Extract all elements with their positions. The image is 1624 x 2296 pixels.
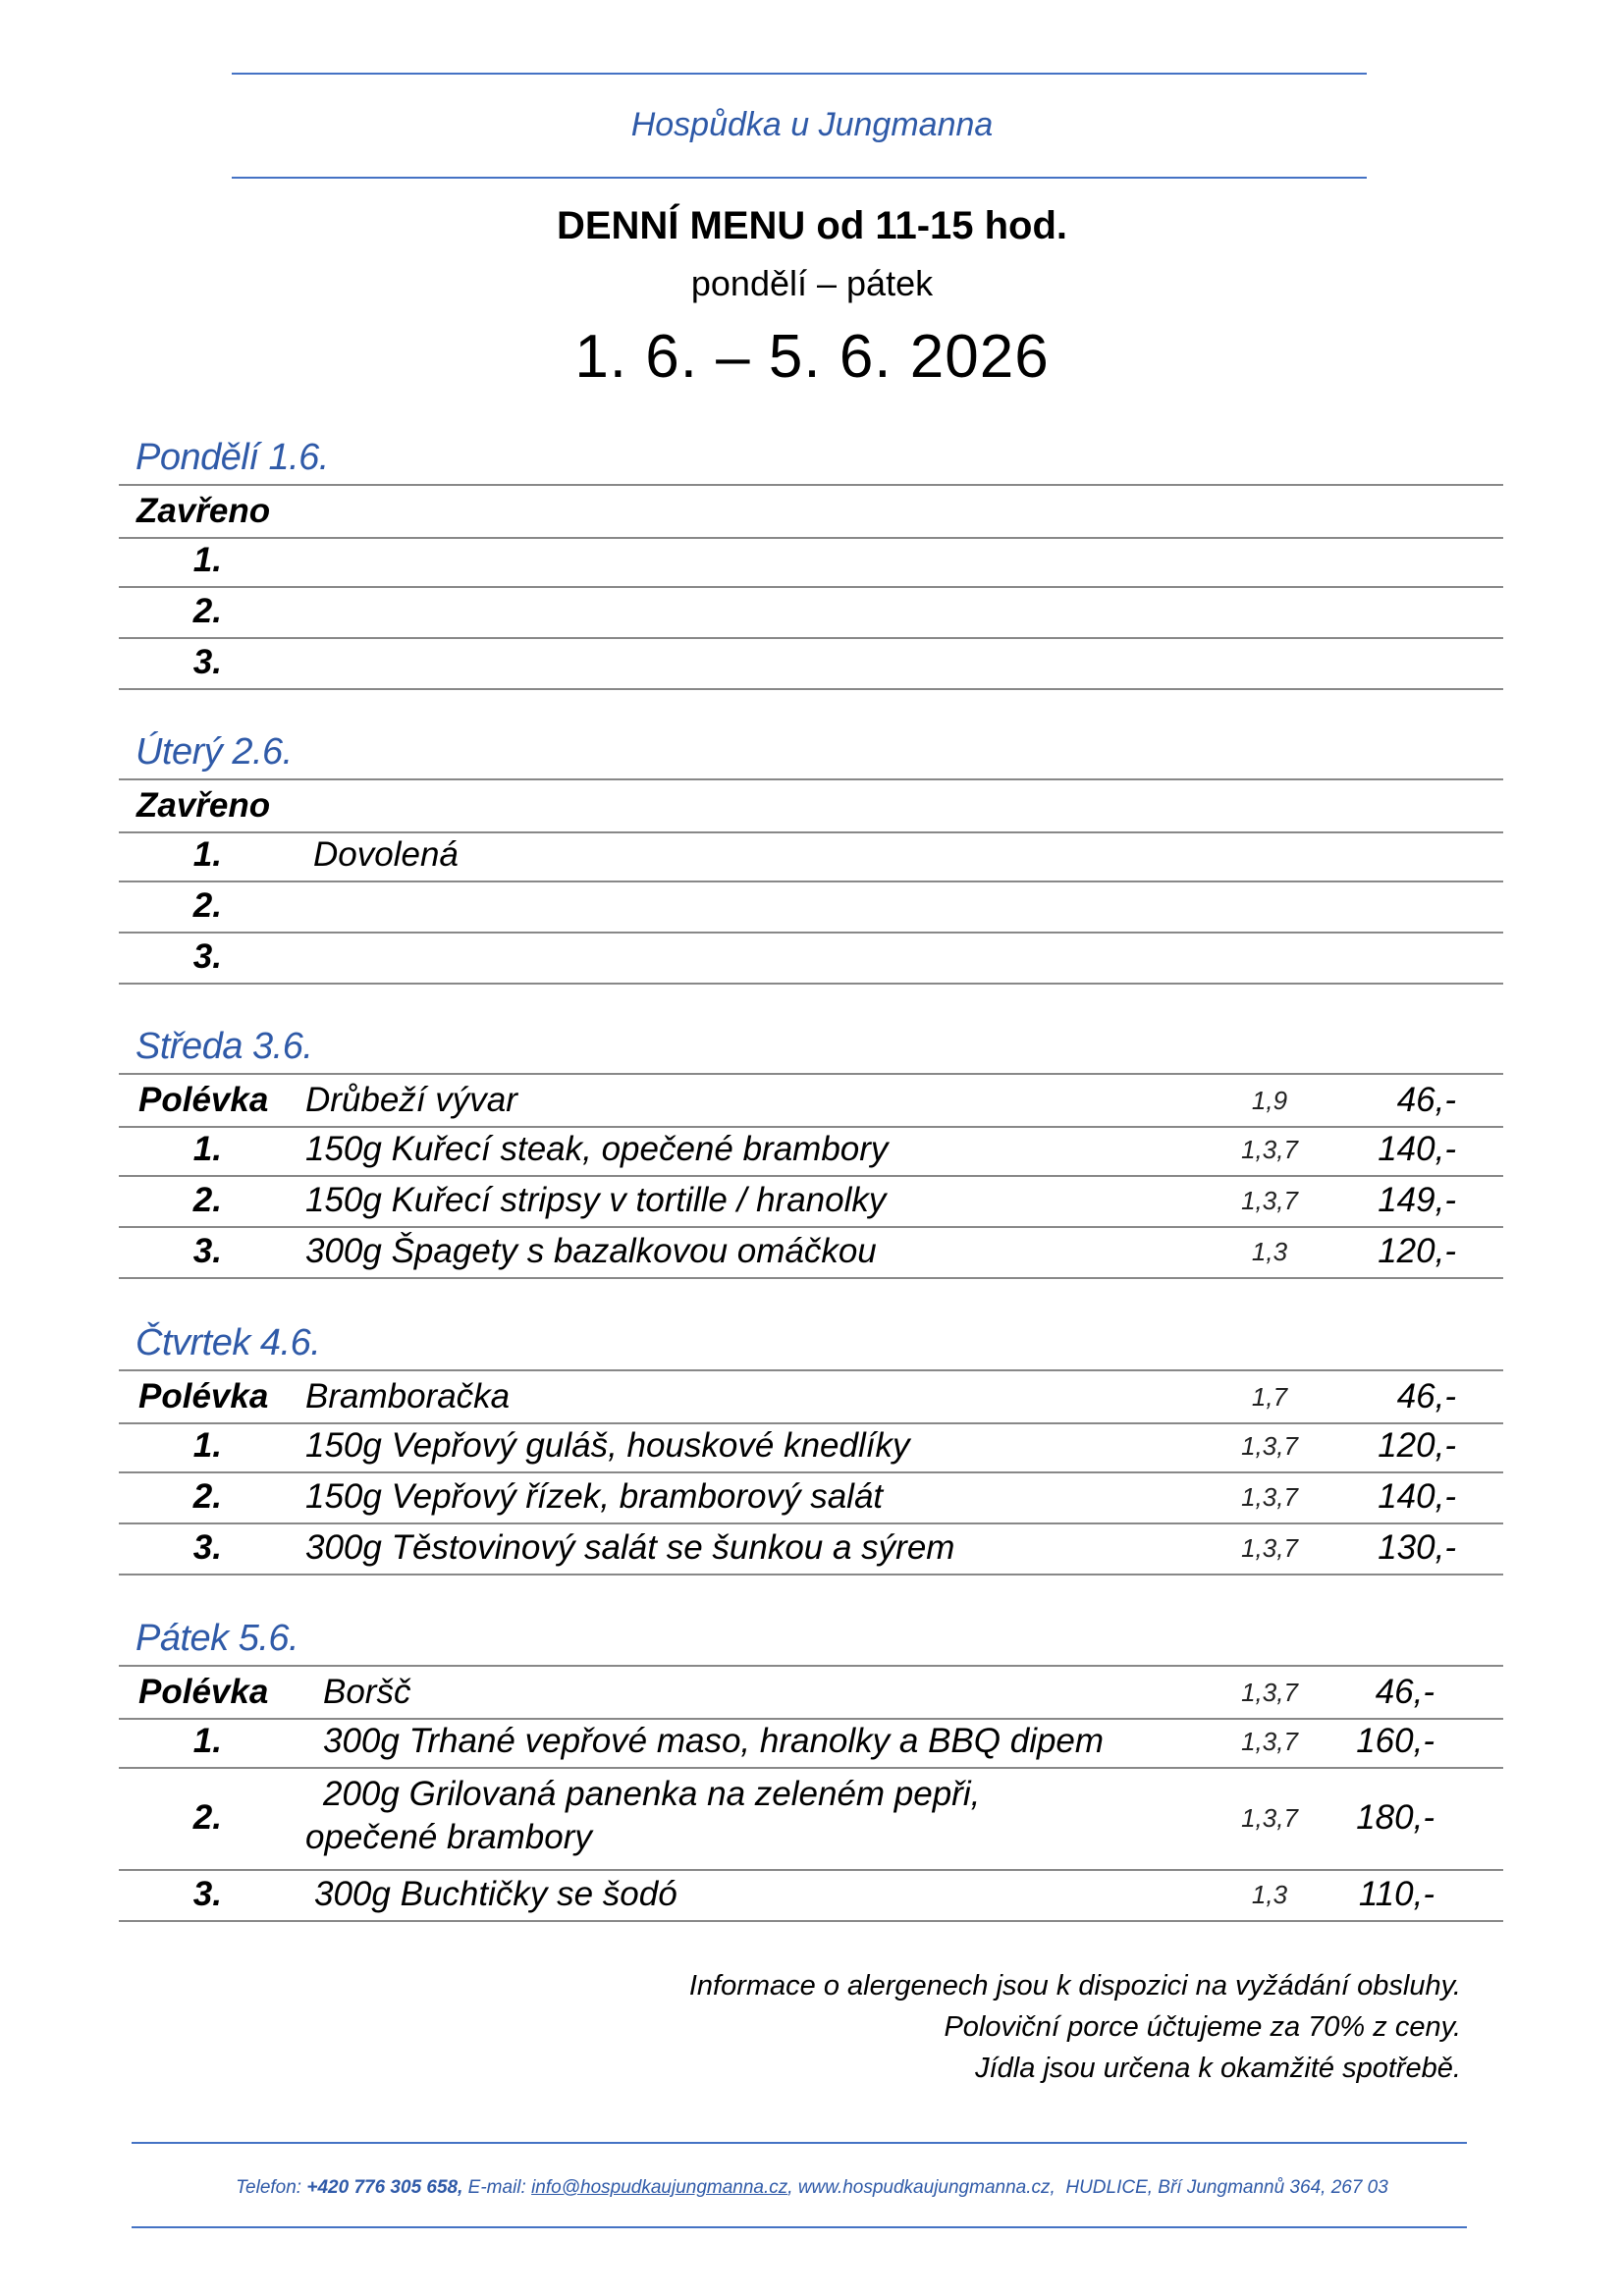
dish-line-1: 200g Grilovaná panenka na zeleném pepři, [323, 1775, 981, 1813]
price: 140,- [1378, 1130, 1456, 1168]
row-label: 2. [192, 592, 222, 630]
dish-name: 300g Těstovinový salát se šunkou a sýrem [305, 1528, 955, 1567]
footer-bottom-rule [132, 2226, 1467, 2228]
restaurant-name: Hospůdka u Jungmanna [630, 106, 994, 143]
row-label: Zavřeno [136, 786, 271, 825]
price: 149,- [1378, 1181, 1456, 1219]
dish-name: 150g Vepřový guláš, houskové knedlíky [305, 1426, 910, 1465]
menu-title: DENNÍ MENU od 11-15 hod. [556, 204, 1068, 247]
half-portion-note: Poloviční porce účtujeme za 70% z ceny. [944, 2011, 1461, 2043]
menu-row [119, 1471, 1503, 1524]
address: HUDLICE, Bří Jungmannů 364, 267 03 [1065, 2177, 1388, 2198]
allergens: 1,3,7 [1241, 1677, 1298, 1707]
allergens: 1,3,7 [1241, 1134, 1298, 1164]
email-label: E-mail: [467, 2177, 526, 2198]
row-label: Polévka [138, 1673, 269, 1711]
menu-row [119, 1716, 1503, 1769]
menu-row [119, 1226, 1503, 1279]
row-label: 2. [192, 1798, 222, 1837]
footer-contact: Telefon: +420 776 305 658, E-mail: info@hospudkaujungmanna.cz, www.hospudkaujungmanna.cz, HUDLICE, Bří Jungmannů 364, 267 03 [236, 2177, 1388, 2198]
row-label: Polévka [138, 1081, 269, 1119]
price [1260, 535, 1456, 586]
allergens: 1,3,7 [1241, 1532, 1298, 1563]
date-range: 1. 6. – 5. 6. 2026 [574, 323, 1050, 391]
menu-row [119, 1073, 1503, 1128]
dish-name: Dovolená [313, 835, 459, 874]
menu-row [119, 1175, 1503, 1228]
price [1260, 586, 1456, 637]
menu-row [119, 1665, 1503, 1720]
row-label: 1. [192, 541, 222, 579]
dish-line-2: opečené brambory [305, 1818, 592, 1856]
row-label: 3. [192, 1875, 222, 1913]
header-top-rule [232, 73, 1367, 75]
price [1260, 780, 1456, 831]
price [1260, 881, 1456, 932]
dish-name: 300g Trhané vepřové maso, hranolky a BBQ dipem [323, 1722, 1105, 1760]
menu-row [119, 932, 1503, 985]
menu-row [119, 535, 1503, 588]
dish-name: 150g Kuřecí steak, opečené brambory [305, 1130, 889, 1168]
menu-row [119, 829, 1503, 882]
row-label: 2. [192, 1477, 222, 1516]
menu-row [119, 484, 1503, 539]
row-label: 2. [192, 1181, 222, 1219]
price: 46,- [1396, 1377, 1456, 1415]
menu-row [119, 1869, 1503, 1922]
row-label: 1. [192, 1130, 222, 1168]
day-heading: Pondělí 1.6. [135, 437, 329, 478]
price: 46,- [1396, 1081, 1456, 1119]
row-label: Zavřeno [136, 492, 271, 530]
allergens: 1,7 [1251, 1381, 1288, 1412]
allergens: 1,3,7 [1241, 1481, 1298, 1512]
allergens: 1,3,7 [1241, 1185, 1298, 1215]
consumption-note: Jídla jsou určena k okamžité spotřebě. [975, 2053, 1461, 2084]
allergens: 1,3 [1251, 1236, 1288, 1266]
website-link[interactable]: www.hospudkaujungmanna.cz [797, 2177, 1051, 2198]
row-label: 3. [192, 1528, 222, 1567]
row-label: 3. [192, 937, 222, 976]
row-label: 2. [192, 886, 222, 925]
row-label: Polévka [138, 1377, 269, 1415]
dish-name: 300g Špagety s bazalkovou omáčkou [305, 1232, 877, 1270]
day-heading: Pátek 5.6. [135, 1618, 299, 1659]
footer-top-rule [132, 2142, 1467, 2144]
price: 110,- [1358, 1875, 1435, 1913]
price: 120,- [1378, 1426, 1456, 1465]
price: 120,- [1378, 1232, 1456, 1270]
phone-number: +420 776 305 658, [306, 2177, 463, 2198]
menu-row [119, 1767, 1503, 1871]
row-label: 1. [192, 835, 222, 874]
dish-name: Bramboračka [305, 1377, 511, 1415]
allergens: 1,9 [1251, 1085, 1288, 1115]
header-bottom-rule [232, 177, 1367, 179]
dish-name [305, 1767, 980, 1869]
price [1260, 637, 1456, 688]
allergens: 1,3 [1251, 1879, 1288, 1909]
allergens: 1,3,7 [1241, 1430, 1298, 1461]
day-heading: Čtvrtek 4.6. [135, 1322, 321, 1363]
allergens: 1,3,7 [1241, 1802, 1298, 1833]
price: 140,- [1378, 1477, 1456, 1516]
dish-name: 300g Buchtičky se šodó [314, 1875, 677, 1913]
menu-row [119, 1522, 1503, 1575]
allergens: 1,3,7 [1241, 1726, 1298, 1756]
phone-label: Telefon: [236, 2177, 302, 2198]
menu-row [119, 1369, 1503, 1424]
price: 180,- [1356, 1798, 1435, 1837]
menu-row [119, 637, 1503, 690]
row-label: 3. [192, 643, 222, 681]
menu-row [119, 1124, 1503, 1177]
allergen-note: Informace o alergenech jsou k dispozici na vyžádání obsluhy. [688, 1970, 1461, 2002]
row-label: 3. [192, 1232, 222, 1270]
dish-name: Drůbeží vývar [305, 1081, 517, 1119]
price [1260, 932, 1456, 983]
menu-row [119, 586, 1503, 639]
menu-row [119, 778, 1503, 833]
dish-name: 150g Vepřový řízek, bramborový salát [305, 1477, 884, 1516]
dish-name: Boršč [323, 1673, 411, 1711]
price [1260, 486, 1456, 537]
dish-name: 150g Kuřecí stripsy v tortille / hranolky [305, 1181, 887, 1219]
price: 130,- [1378, 1528, 1456, 1567]
row-label: 1. [192, 1426, 222, 1465]
day-heading: Úterý 2.6. [135, 731, 293, 773]
day-heading: Středa 3.6. [135, 1026, 313, 1067]
row-label: 1. [192, 1722, 222, 1760]
menu-row [119, 881, 1503, 934]
email-link[interactable]: info@hospudkaujungmanna.cz [531, 2177, 788, 2198]
price: 160,- [1356, 1722, 1435, 1760]
price [1260, 829, 1456, 881]
price: 46,- [1375, 1673, 1435, 1711]
menu-row [119, 1420, 1503, 1473]
weekdays-line: pondělí – pátek [690, 263, 934, 303]
